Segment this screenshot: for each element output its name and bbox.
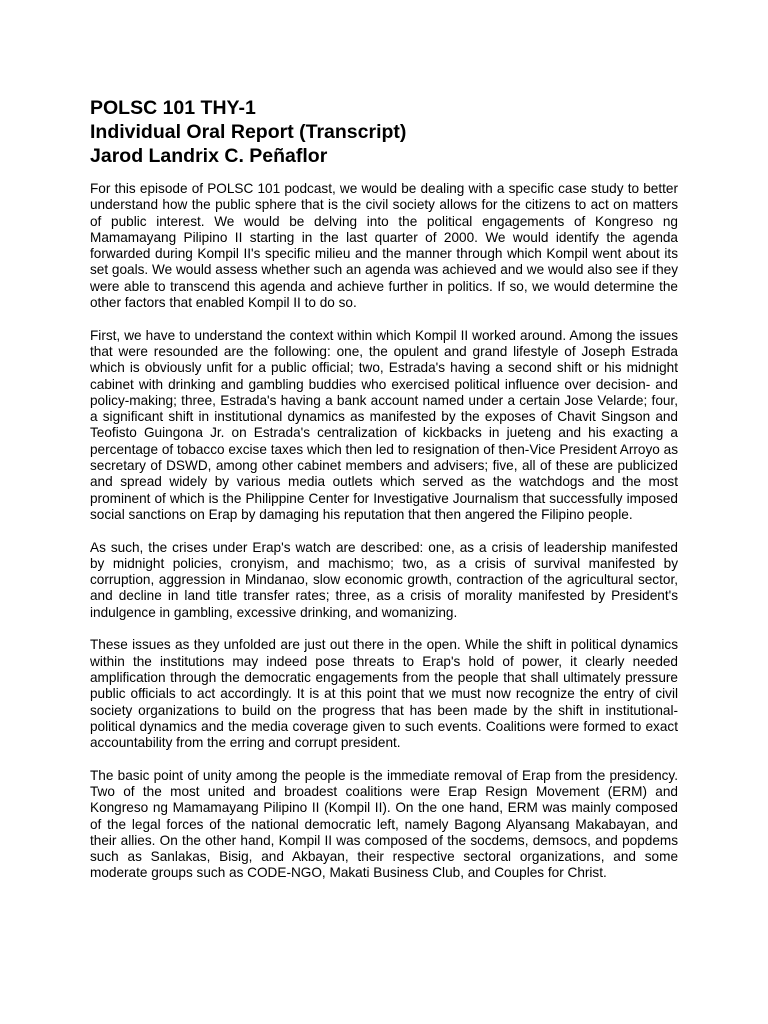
document-body [90, 181, 678, 898]
paragraph-issues: These issues as they unfolded are just out there in the open. While the shift in political dynamics within the institutions may indeed pose threats to Erap's hold of power, it clearly needed amplification through the democratic engagements from the people that shall ultimately pressure public officials to act accordingly. It is at this point that we must now recognize the entry of civil society organizations to build on the progress that has been made by the shift in institutional-political dynamics and the media coverage given to such events. Coalitions were formed to exact accountability from the erring and corrupt president. [90, 637, 678, 751]
course-code: POLSC 101 THY-1 [90, 97, 256, 119]
paragraph-crises: As such, the crises under Erap's watch are described: one, as a crisis of leadership manifested by midnight policies, cronyism, and machismo; two, as a crisis of survival manifested by corruption, aggression in Mindanao, slow economic growth, contraction of the agricultural sector, and decline in land title transfer rates; three, as a crisis of morality manifested by President's indulgence in gambling, excessive drinking, and womanizing. [90, 539, 678, 620]
document-header [90, 96, 690, 168]
paragraph-coalitions: The basic point of unity among the people is the immediate removal of Erap from the presidency. Two of the most united and broadest coalitions were Erap Resign Movement (ERM) and Kongreso ng Mamamayang Pilipino II (Kompil II). On the one hand, ERM was mainly composed of the legal forces of the national democratic left, namely Bagong Alyansang Makabayan, and their allies. On the other hand, Kompil II was composed of the socdems, demsocs, and popdems such as Sanlakas, Bisig, and Akbayan, their respective sectoral organizations, and some moderate groups such as CODE-NGO, Makati Business Club, and Couples for Christ. [90, 767, 678, 881]
author-name: Jarod Landrix C. Peñaflor [90, 145, 328, 167]
report-title: Individual Oral Report (Transcript) [90, 121, 407, 143]
paragraph-context: First, we have to understand the context within which Kompil II worked around. Among the issues that were resounded are the following: one, the opulent and grand lifestyle of Joseph Estrada which is obviously unfit for a public official; two, Estrada's having a second shift or his midnight cabinet with drinking and gambling buddies who exercised political influence over decision- and policy-making; three, Estrada's having a bank account named under a certain Jose Velarde; four, a significant shift in institutional dynamics as manifested by the exposes of Chavit Singson and Teofisto Guingona Jr. on Estrada's centralization of kickbacks in jueteng and his exacting a percentage of tobacco excise taxes which then led to resignation of then-Vice President Arroyo as secretary of DSWD, among other cabinet members and advisers; five, all of these are publicized and spread widely by various media outlets which served as the watchdogs and the most prominent of which is the Philippine Center for Investigative Journalism that successfully imposed social sanctions on Erap by damaging his reputation that then angered the Filipino people. [90, 327, 678, 522]
paragraph-intro: For this episode of POLSC 101 podcast, we would be dealing with a specific case study to better understand how the public sphere that is the civil society allows for the citizens to act on matters of public interest. We would be delving into the political engagements of Kongreso ng Mamamayang Pilipino II starting in the last quarter of 2000. We would identify the agenda forwarded during Kompil II's specific milieu and the manner through which Kompil went about its set goals. We would assess whether such an agenda was achieved and we would also see if they were able to transcend this agenda and achieve further in politics. If so, we would determine the other factors that enabled Kompil II to do so. [90, 181, 678, 311]
